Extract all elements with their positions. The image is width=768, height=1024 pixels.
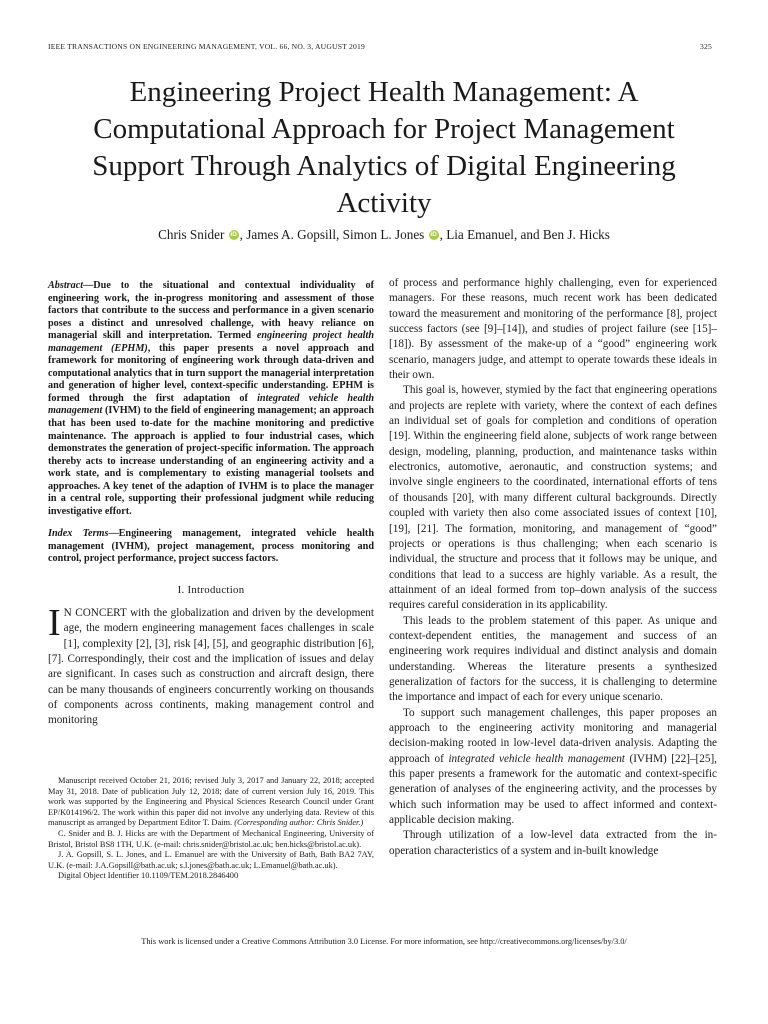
drop-cap: I [48,602,61,645]
page-number: 325 [700,42,712,51]
author-name: , James A. Gopsill, Simon L. Jones [239,227,425,242]
body-paragraph [389,706,717,829]
abstract-text: —Due to the situational and contextual individuality of engineering work, the in-progress monitoring and assessment of those factors that contribute to the success and performance in a given scenario poses a distinct and unresolved challenge, with heavy reliance on managerial skill and interpretation. Termed [48,280,374,342]
footnote-emphasis: (Corresponding author: Chris Snider.) [234,818,364,828]
intro-text: N CONCERT with the globalization and driven by the development age, the modern engineering management faces challenges in scale [1], complexity [2], [3], risk [4], [5], and geographic distribution [6], [7]. Correspondingly, their cost and the implication of issues and delay are significant. In cases such as construction and aircraft design, there can be many thousands of engineers concurrently working on thousands of components across continents, making management control and monitoring [48,607,374,727]
right-column [389,276,717,859]
license-notice: This work is licensed under a Creative Commons Attribution 3.0 License. For more information, see http://creativecommons.org/licenses/by/3.0/ [141,937,627,946]
index-terms-label: Index Terms [48,528,109,540]
orcid-icon[interactable]: iD [230,231,237,238]
body-emphasis: integrated vehicle health management [448,752,625,765]
abstract-emphasis: engineering project health management (EPHM) [48,330,374,354]
abstract-label: Abstract [48,280,84,291]
footnotes [48,776,374,882]
footnote: Digital Object Identifier 10.1109/TEM.2018.2846400 [58,871,239,881]
running-header [48,42,712,54]
author-name: Chris Snider [158,227,225,242]
paper-title: Engineering Project Health Management: A Computational Approach for Project Management Support Through Analytics of Digital Engineering Activity [92,76,676,219]
footnote: C. Snider and B. J. Hicks are with the Department of Mechanical Engineering, University of Bristol, Bristol BS8 1TH, U.K. (e-mail: chris.snider@bristol.ac.uk; ben.hicks@bristol.ac.uk). [48,828,374,849]
index-terms-text: —Engineering management, integrated vehicle health management (IVHM), project management, process monitoring and control, project performance, project success factors. [48,528,374,565]
body-paragraph: Through utilization of a low-level data extracted from the in-operation characteristics of a system and in-built knowledge [389,829,717,857]
body-paragraph: of process and performance highly challenging, even for experienced managers. For these reasons, much recent work has been dedicated toward the measurement and monitoring of the performance [8], project success factors (see [9]–[14]), and studies of project failure (see [15]–[18]). By assessment of the make-up of a “good” engineering work scenario, managers judge, and attempt to operate towards these ideals in their own. [389,277,717,382]
abstract [48,280,374,518]
abstract-text: (IVHM) to the field of engineering management; an approach that has been used to-date for the machine monitoring and predictive maintenance. The approach is applied to four industrial cases, which demonstrates the generation of project-specific information. The approach thereby acts to increase understanding of an engineering activity and a work state, and is complementary to existing managerial toolsets and approaches. A key tenet of the adaption of IVHM is to place the manager in a central role, supporting their professional judgment while reducing investigative effort. [48,405,374,517]
author-name: , Lia Emanuel, and Ben J. Hicks [439,227,610,242]
abstract-emphasis: integrated vehicle health management [48,392,374,417]
body-text: To support such management challenges, this paper proposes an approach to the engineering activity monitoring and managerial decision-making rooted in low-level data-driven analysis. Adapting the approach of [389,706,717,765]
section-heading: I. Introduction [177,584,245,597]
footnote-text: Manuscript received October 21, 2016; revised July 3, 2017 and January 22, 2018; accepted May 31, 2018. Date of publication July 12, 2018; date of current version July 16, 2019. This work was supported by the Engineering and Physical Sciences Research Council under Grant EP/K014196/2. The work within this paper did not involve any underlying data. Review of this manuscript as arranged by Department Editor T. Daim. [48,776,374,828]
author-list [40,226,728,244]
abstract-text: , this paper presents a novel approach and framework for monitoring of engineering work through data-driven and computational analytics that in turn support the managerial interpretation and generation of higher level, context-specific understanding. EPHM is formed through the first adaptation of [48,342,374,404]
intro-paragraph [48,602,374,729]
footnote: J. A. Gopsill, S. L. Jones, and L. Emanuel are with the University of Bath, Bath BA2 7AY, U.K. (e-mail: J.A.Gopsill@bath.ac.uk; s.l.jones@bath.ac.uk; L.Emanuel@bath.ac.uk). [48,850,374,870]
journal-info: IEEE TRANSACTIONS ON ENGINEERING MANAGEMENT, VOL. 66, NO. 3, AUGUST 2019 [48,42,365,51]
left-column [48,280,374,729]
body-paragraph: This leads to the problem statement of this paper. As unique and context-dependent entities, the management and success of an engineering work requires individual and distinct analysis and domain understanding. Whereas the literature presents a synthesized generalization of factors for the success, it is challenging to determine the importance and impact of each for every unique scenario. [389,614,717,704]
body-text: (IVHM) [22]–[25], this paper presents a framework for the automatic and context-specific generation of analyses of the engineering activity, and the processes by which such information may be used to affect informed and context-applicable decision making. [389,752,717,827]
body-paragraph: This goal is, however, stymied by the fact that engineering operations and projects are replete with variety, where the context of each defines an individual set of goals for completion and conditions of operation [19]. Within the engineering field alone, subjects of work range between design, modeling, planning, production, and maintenance tasks within electronics, automotive, aeronautic, and construction systems; and involve single engineers to the coordinated, international efforts of tens of thousands [20], with many different cultural backgrounds. Directly coupled with variety then also come associated issues of context [10], [19], [21]. The formation, monitoring, and management of “good” projects or operations is thus challenging; when each scenario is individual, the structure and process that it follows may be unique, and conditions that lead to a success are highly variable. As a result, the attainment of an ideal formed from top–down analysis of the success requires careful consideration in its applicability. [389,384,717,612]
orcid-icon[interactable]: iD [430,231,437,238]
footnote [48,776,374,829]
index-terms [48,528,374,566]
